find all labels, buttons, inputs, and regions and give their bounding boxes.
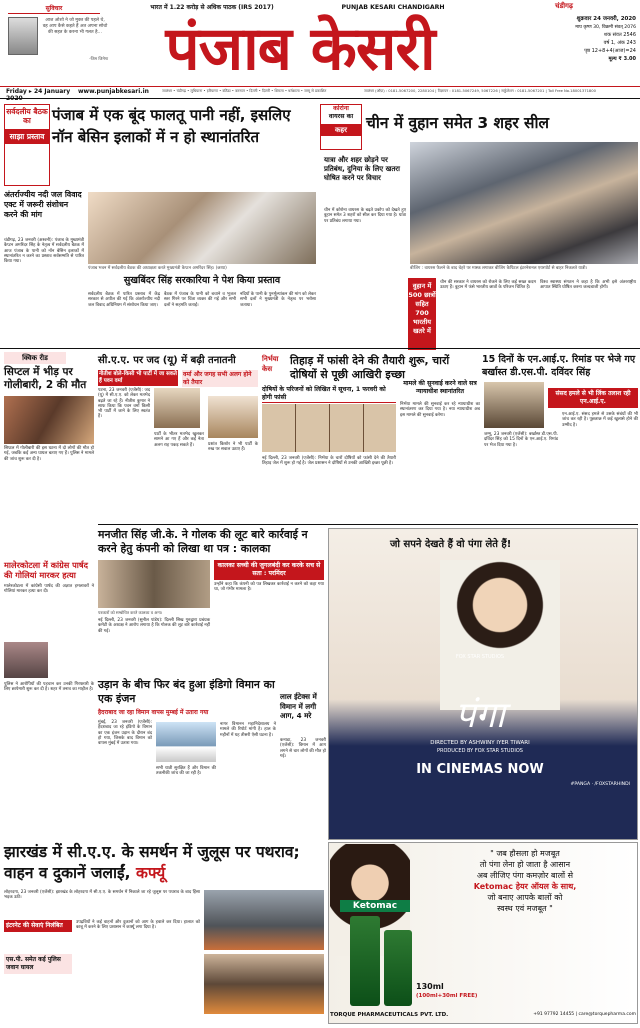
indigo-photo (156, 722, 216, 762)
panga-tagline: जो सपने देखते हैं वो पंगा लेते हैं! (390, 539, 512, 550)
kicker-bottom: साझा प्रस्ताव (5, 129, 49, 144)
nirbhaya-body: नई दिल्ली, 23 जनवरी (एजेंसी): निर्भया के चारों दोषियों को फांसी देने की तैयारी तिहाड़ जेल में शुरू हो गई है। जेल प्रशासन ने दोषियों से उनकी आखिरी इच्छा पूछी है। (262, 456, 396, 467)
nia-photo (484, 382, 544, 428)
jharkhand-sub-1: इंटरनेट की सेवाएं निलंबित (4, 920, 72, 932)
corona-label-2: वायरस का (328, 113, 354, 120)
indigo-sub: हैदराबाद जा रहा विमान वापस मुम्बई में उतारा गया (98, 709, 209, 716)
quick-body-3: पुलिस ने आरोपियों की पहचान कर उनकी गिरफ्तारी के लिए छापेमारी शुरू कर दी है। शहर में तनाव का माहौल है। (4, 682, 94, 693)
quick-body-2: मालेरकोटला में कांग्रेसी पार्षद की अज्ञात हमलावरों ने गोलियां मारकर हत्या कर दी। (4, 584, 94, 595)
ketomac-quote-1: " जब हौसला हो मजबूत (490, 849, 560, 858)
panga-director: DIRECTED BY ASHWINY IYER TIWARI (430, 740, 530, 746)
ketomac-contact[interactable]: +91 97792 14455 | care@torquepharma.com (533, 1012, 636, 1017)
nirbhaya-headline: तिहाड़ में फांसी देने की तैयारी शुरू, चारों दोषियों से पूछी आखिरी इच्छा (290, 354, 450, 381)
lead-col-1: सर्वदलीय बैठक में पारित प्रस्ताव में केंद्र सरकार से अपील की गई कि अंतर्राज्यीय नदी जल विवाद अधिनियम में संशोधन किया जाए। (88, 292, 160, 308)
sal: शक संवत 2546 (603, 32, 636, 38)
jharkhand-body: लोहरदगा, 23 जनवरी (एजेंसी): झारखंड के लोहरदगा में सी.ए.ए. के समर्थन में निकाले जा रहे जुलूस पर पथराव के बाद हिंसा भड़क उठी। (4, 890, 200, 901)
jharkhand-headline-a: झारखंड में सी.ए.ए. के समर्थन में जुलूस पर पथराव; वाहन व दुकानें जलाईं, (4, 843, 300, 882)
ketomac-bottle-1 (350, 916, 380, 1006)
corona-label (320, 104, 362, 150)
ketomac-brand: Ketomac (340, 900, 410, 912)
row-divider-1 (0, 348, 640, 349)
jharkhand-photo-1 (204, 890, 324, 950)
quote-author: -जिम जिमेगा (89, 56, 108, 61)
city-label: चंडीगढ़ (555, 2, 573, 10)
jharkhand-col: उपद्रवियों ने कई वाहनों और दुकानों को आग के हवाले कर दिया। हालात को काबू में करने के लिए प्रशासन ने कर्फ्यू लगा दिया है। (76, 920, 200, 931)
nia-box: संसद हमले से भी लिंक तलाश रही एन.आई.ए. (548, 388, 638, 408)
manjit-box: कालका सच्ची की जुगलबंदी कर करके सच से सता : परमिंदर (214, 560, 324, 580)
corona-label-3: कहर (321, 124, 361, 136)
ketomac-quote-4: Ketomac हेयर ऑयल के साथ, (473, 882, 577, 891)
top-strip: भारत में 1.22 करोड़ से अधिक पाठक (IRS 2017) (150, 4, 274, 11)
quick-h2: मालेरकोटला में कांग्रेस पार्षद की गोलियां मारकर हत्या (4, 560, 88, 580)
row-divider-2 (98, 524, 638, 525)
nia-body-1: जम्मू, 23 जनवरी (एजेंसी): बर्खास्त डी.एस.पी. दविंदर सिंह को 15 दिनों के एन.आई.ए. रिमांड पर भेज दिया गया है। (484, 432, 558, 448)
corona-caption: बीजिंग : वायरस फैलने के बाद चेहरे पर मास्क लगाकर बीजिंग कैपिटल इंटरनेशनल एयरपोर्ट से बाहर निकलते यात्री। (410, 266, 588, 271)
lead-kicker (4, 104, 50, 186)
quick-read-label: क्विक रीड (4, 352, 66, 364)
caa-photo-2 (208, 396, 258, 438)
quick-photo-2 (4, 642, 48, 678)
contacts: जालंधर (ऑफ़) : 0181-5067200, 2280104 | विज्ञापन : 0181-5067249, 5067226 | सर्कुलेशन : 0181-5067201 | Toll Free No.18001371800 (364, 89, 596, 93)
lead-body: चंडीगढ़, 23 जनवरी (अश्वनी): पंजाब के मुख्यमंत्री कैप्टन अमरिंदर सिंह के नेतृत्व में सर्वदलीय बैठक में आज पंजाब के पानी को नॉन बेसिन इलाकों में स्थानांतरित न करने का प्रस्ताव सर्वसम्मति से पारित किया गया। (4, 238, 84, 265)
manjit-body-2: उन्होंने कहा कि कंपनी को पत्र लिखकर कार्रवाई न करने को कहा गया था, जो गंभीर मामला है। (214, 582, 324, 593)
manjit-headline: मनजीत सिंह जी.के. ने गोलक की लूट बारे कार्रवाई न करने हेतु कंपनी को लिखा था पत्र : कालका (98, 528, 308, 555)
quick-h1: सिप्टल में भीड़ पर गोलीबारी, 2 की मौत (4, 366, 87, 391)
quote-portrait (8, 17, 38, 55)
corona-col-2: विश्व स्वास्थ्य संगठन ने कहा है कि अभी इसे अंतरराष्ट्रीय आपात स्थिति घोषित करना जल्दबाजी होगी। (540, 280, 636, 291)
jharkhand-headline (4, 842, 324, 884)
ketomac-quote-5: जो बनाए आपके बालों को (487, 893, 563, 902)
quote-text: आज ओशो ने जो मुक्त की पहले थे, वह आप कैसे कहते हैं अत अपना सोचो की सहत के करना भी गलत है... (42, 18, 108, 35)
corona-col-1: चीन की सरकार ने वायरस को रोकने के लिए कई सख्त कदम उठाए हैं। वुहान में फंसे भारतीय छात्रों के परिजन चिंतित हैं। (440, 280, 536, 291)
nia-headline: 15 दिनों के एन.आई.ए. रिमांड पर भेजे गए बर्खास्त डी.एस.पी. दविंदर सिंह (482, 354, 636, 378)
corona-headline: चीन में वुहान समेत 3 शहर सील (366, 114, 550, 132)
fire-headline: लाल ईटेक्स में विमान में लगी आग, 4 मरे (280, 692, 317, 720)
corona-sub: यात्रा और शहर छोड़ने पर प्रतिबंध, दुनिया के लिए खतरा घोषित करने पर विचार (324, 156, 400, 182)
nirbhaya-photo (262, 404, 396, 452)
ketomac-size: 130ml (416, 982, 444, 991)
date-en: Friday ▸ 24 January (6, 88, 71, 95)
ketomac-bottle-2 (384, 930, 412, 1006)
panga-cta[interactable]: IN CINEMAS NOW (416, 762, 544, 777)
jharkhand-photo-2 (204, 954, 324, 1014)
corona-photo (410, 142, 638, 264)
lead-col-3: नदियों के पानी के पुनर्मूल्यांकन की मांग को लेकर सभी दलों ने मुख्यमंत्री के नेतृत्व पर भरोसा जताया। (240, 292, 316, 308)
nirbhaya-label: निर्भया केस (262, 355, 279, 373)
masthead-rule (0, 86, 640, 87)
nia-body-2: एन.आई.ए. संसद हमले से उसके संबंधों की भी जांच कर रही है। पूछताछ में कई खुलासे होने की उम्मीद है। (562, 412, 638, 428)
caa-sub-1: नीतीश बोले-किसी भी पार्टी में जा सकते हैं पवन वर्मा (99, 371, 177, 384)
caa-col-2: पार्टी के भीतर मतभेद खुलकर सामने आ गए हैं और कई नेता अलग राह पकड़ सकते हैं। (154, 432, 204, 448)
corona-label-1: कोरोना (333, 105, 349, 112)
quick-body-1: सिप्टल में गोलीबारी की इस घटना में दो लोगों की मौत हो गई, जबकि कई अन्य घायल बताए गए हैं। पुलिस ने मामले की जांच शुरू कर दी है। (4, 446, 94, 462)
indigo-headline: उड़ान के बीच फिर बंद हुआ इंडिगो विमान का एक इंजन (98, 678, 275, 705)
issue: वर्ष 1, अंक 243 (603, 40, 636, 46)
lead-col-2: बैठक में पंजाब के पानी को बचाने व भूजल स्तर गिरने पर चिंता व्यक्त की गई और सभी दलों ने सहमति जताई। (164, 292, 236, 308)
day-date: शुक्रवार 24 जनवरी, 2020 (576, 16, 636, 22)
lead-headline: पंजाब में एक बूंद फालतू पानी नहीं, इसलिए नॉन बेसिन इलाकों में न हो स्थानांतरित (52, 106, 291, 146)
corona-body: चीन में कोरोना वायरस के बढ़ते प्रकोप को देखते हुए वुहान समेत 3 शहरों को सील कर दिया गया है। यात्रा पर प्रतिबंध लगाया गया। (324, 208, 406, 224)
kicker-top: सर्वदलीय बैठक का (6, 107, 48, 125)
newspaper-title: पंजाब केसरी (165, 14, 435, 84)
masthead-rule-2 (0, 98, 640, 99)
manjit-photo (98, 560, 210, 608)
caa-sub-2: वर्मा और जगह सभी अलग होने को तैयार (182, 370, 258, 387)
panga-produced: PRODUCED BY FOX STAR STUDIOS (437, 748, 523, 754)
lead-secondary-head: सुखबिंदर सिंह सरकारिया ने पेश किया प्रस्ताव (123, 275, 281, 286)
caa-headline: सी.ए.ए. पर जद (यू) में बढ़ी तनातनी (98, 355, 236, 366)
samvat: माघ कृष्ण 30, विक्रमी संवत् 2076 (575, 25, 636, 30)
indigo-body-3: नागर विमानन महानिदेशालय ने मामले की रिपोर्ट मांगी है। हाल के महीनों में यह तीसरी ऐसी घटना है। (220, 722, 276, 738)
lead-sub: अंतर्राज्यीय नदी जल विवाद एक्ट में जरूरी संशोधन करने की मांग (4, 190, 82, 219)
nirbhaya-side: मामले की सुनवाई करने वाले सत्र न्यायाधीश स्थानांतरित (403, 380, 477, 395)
indigo-body-2: सभी यात्री सुरक्षित हैं और विमान की तकनीकी जांच की जा रही है। (156, 766, 216, 777)
caa-photo-1 (154, 388, 200, 428)
nirbhaya-sub: दोषियों के परिजनों को लिखित में सूचना, 1 फरवरी को होगी फांसी (262, 386, 396, 403)
indigo-body: मुंबई, 23 जनवरी (एजेंसी): हैदराबाद जा रहे इंडिगो के विमान का एक इंजन उड़ान के दौरान बंद हो गया, जिसके बाद विमान को वापस मुंबई में उतारा गया। (98, 720, 152, 747)
panga-portrait (440, 560, 560, 710)
ketomac-quote-2: तो पंगा लेना हो जाता है आसान (479, 860, 571, 869)
ketomac-quote-3: अब लीजिए पंगा कमज़ोर बालों से (476, 871, 574, 880)
corona-stat: वुहान में 500 छात्रों सहित 700 भारतीय खतरे में (408, 278, 436, 350)
suvichar-tag: सुविचार (8, 4, 100, 14)
panga-title: पंगा (454, 695, 506, 736)
lead-photo-caption: पंजाब भवन में सर्वदलीय बैठक की अध्यक्षता करते मुख्यमंत्री कैप्टन अमरिंदर सिंह। (छाया) (88, 266, 227, 271)
ketomac-quote-6: स्वस्थ एवं मजबूत " (497, 904, 553, 913)
panga-handle: #PANGA · /FOXSTARHINDI (570, 782, 630, 787)
panga-studio: FOX STAR STUDIOS (455, 654, 505, 660)
quick-photo-1 (4, 396, 94, 444)
fire-body: कनाडा, 23 जनवरी (एजेंसी): विमान में आग लगने से चार लोगों की मौत हो गई। (280, 738, 326, 759)
manjit-body-1: नई दिल्ली, 23 जनवरी (सुनील पांडेय): दिल्ली सिख गुरुद्वारा प्रबंधक कमेटी के अध्यक्ष ने आरोप लगाया है कि गोलक की लूट बारे कार्रवाई नहीं की गई। (98, 618, 210, 634)
ketomac-quote (416, 848, 634, 914)
ketomac-size-sub: (100ml+30ml FREE) (416, 993, 478, 999)
pages: पृष्ठ 12+8+4(आज)=24 (584, 48, 636, 54)
price: मूल्य ₹ 3.00 (608, 56, 636, 62)
website[interactable]: www.punjabkesari.in (78, 88, 149, 95)
edition-label: PUNJAB KESARI CHANDIGARH (341, 4, 445, 11)
ketomac-company: TORQUE PHARMACEUTICALS PVT. LTD. (330, 1012, 449, 1018)
jharkhand-headline-b: कर्फ्यू (135, 864, 166, 882)
jharkhand-sub-2: एस.पी. समेत कई पुलिस जवान घायल (4, 954, 72, 974)
lead-photo (88, 192, 316, 264)
manjit-caption: पत्रकारों को सम्बोधित करते कालका व अन्य। (98, 610, 163, 615)
nirbhaya-side-body: निर्भया मामले की सुनवाई कर रहे न्यायाधीश का स्थानांतरण कर दिया गया है। नया न्यायाधीश अब इस मामले की सुनवाई करेगा। (400, 402, 480, 418)
caa-col-3: प्रशांत किशोर ने भी पार्टी के रुख पर सवाल उठाए हैं। (208, 442, 258, 453)
city-list: जालंधर • चंडीगढ़ • लुधियाना • हरियाणा • बठिंडा • करनाल • दिल्ली • दिल्ली • शिमला • धर्मशाला • जम्मू से प्रकाशित (162, 89, 327, 93)
caa-col-1: पटना, 23 जनवरी (एजेंसी): जद (यू) में सी.ए.ए. को लेकर मतभेद बढ़ते जा रहे हैं। नीतीश कुमार ने साफ किया कि पवन वर्मा किसी भी पार्टी में जाने के लिए स्वतंत्र हैं। (98, 388, 150, 420)
